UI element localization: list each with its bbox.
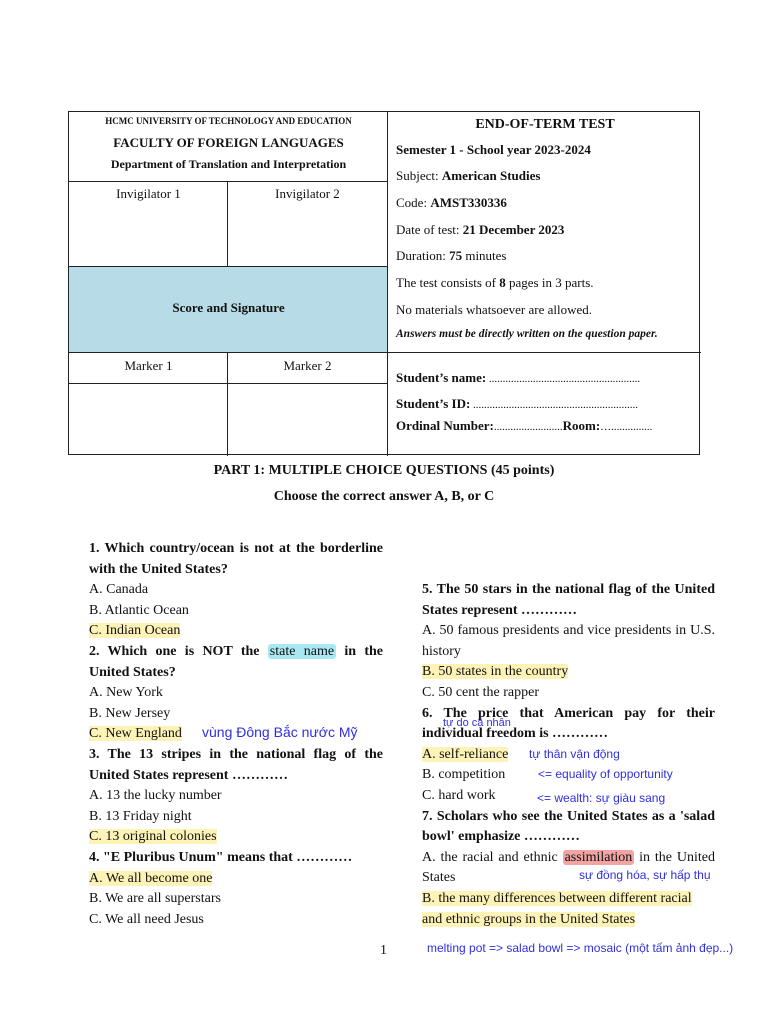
semester: Semester 1 - School year 2023-2024 — [396, 142, 591, 157]
q4-option-c[interactable]: C. We all need Jesus — [89, 911, 204, 927]
q2-option-b[interactable]: B. New Jersey — [89, 705, 171, 721]
part1-title: PART 1: MULTIPLE CHOICE QUESTIONS (45 points) — [213, 463, 555, 478]
question-7: 7. Scholars who see the United States as a 'salad bowl' emphasize ………… — [422, 808, 715, 845]
q5-option-c[interactable]: C. 50 cent the rapper — [422, 684, 540, 700]
note-salad-bowl: melting pot => salad bowl => mosaic (một tấm ảnh đẹp...) — [427, 941, 734, 955]
date-line: Date of test: 21 December 2023 — [396, 222, 565, 237]
q5-option-a[interactable]: A. 50 famous presidents and vice presidents in U.S. history — [422, 623, 715, 659]
note-competition: <= equality of opportunity — [538, 767, 673, 781]
note-hard-work: <= wealth: sự giàu sang — [537, 791, 666, 805]
q6-option-c[interactable]: C. hard work — [422, 787, 496, 803]
q4-option-a[interactable]: A. We all become one — [89, 870, 213, 886]
q5-option-b[interactable]: B. 50 states in the country — [422, 664, 569, 680]
q7-option-a[interactable]: A. the racial and ethnic assimilation in the United States — [422, 849, 715, 886]
note-self-reliance: tự thân vận động — [529, 747, 620, 761]
note-freedom: tự do cá nhân — [443, 717, 511, 729]
invigilator-1-label: Invigilator 1 — [116, 186, 181, 201]
duration-line: Duration: 75 minutes — [396, 248, 507, 263]
department-name: Department of Translation and Interpretation — [110, 157, 347, 171]
page-number: 1 — [380, 943, 387, 958]
university-name: HCMC UNIVERSITY OF TECHNOLOGY AND EDUCATION — [105, 116, 352, 126]
faculty-name: FACULTY OF FOREIGN LANGUAGES — [113, 135, 344, 150]
exam-header-table — [68, 111, 700, 455]
q2-option-a[interactable]: A. New York — [89, 685, 163, 701]
question-5: 5. The 50 stars in the national flag of the United States represent ………… — [422, 582, 715, 618]
q1-option-a[interactable]: A. Canada — [89, 582, 149, 598]
q6-option-a[interactable]: A. self-reliance — [422, 746, 509, 762]
q7-option-b[interactable]: B. the many differences between different racial and ethnic groups in the United States — [422, 890, 692, 927]
question-1: 1. Which country/ocean is not at the borderline with the United States? — [89, 541, 383, 577]
q2-option-c[interactable]: C. New England — [89, 726, 182, 742]
q1-option-c[interactable]: C. Indian Ocean — [89, 623, 181, 639]
subject-line: Subject: American Studies — [396, 168, 541, 183]
marker-1-label: Marker 1 — [124, 358, 173, 373]
marker-2-label: Marker 2 — [283, 358, 332, 373]
q1-option-b[interactable]: B. Atlantic Ocean — [89, 602, 189, 618]
question-3: 3. The 13 stripes in the national flag of the United States represent ………… — [89, 746, 383, 783]
q3-option-a[interactable]: A. 13 the lucky number — [89, 788, 222, 804]
code-line: Code: AMST330336 — [396, 195, 507, 210]
assimilation-highlight: assimilation — [564, 849, 633, 865]
question-2: 2. Which one is NOT the state name in the United States? — [89, 643, 383, 680]
test-title: END-OF-TERM TEST — [475, 117, 615, 132]
note-new-england: vùng Đông Bắc nước Mỹ — [202, 724, 358, 740]
q4-option-b[interactable]: B. We are all superstars — [89, 891, 221, 907]
ordinal-room-field[interactable]: Ordinal Number:.........................Room:…............... — [396, 418, 653, 433]
question-6: 6. The price that American pay for their individual freedom is ………… — [422, 705, 715, 742]
score-signature-label: Score and Signature — [172, 300, 285, 315]
state-name-highlight: state name — [269, 643, 335, 659]
answers-note: Answers must be directly written on the question paper. — [396, 328, 658, 340]
question-4: 4. "E Pluribus Unum" means that ………… — [89, 849, 353, 865]
student-id-field[interactable]: Student’s ID: ............................................................ — [396, 396, 639, 411]
note-assimilation: sự đồng hóa, sự hấp thụ — [579, 868, 711, 882]
q3-option-c[interactable]: C. 13 original colonies — [89, 829, 217, 845]
materials-line: No materials whatsoever are allowed. — [396, 302, 593, 317]
student-name-field[interactable]: Student’s name: ....................................................... — [396, 370, 641, 385]
q3-option-b[interactable]: B. 13 Friday night — [89, 808, 192, 824]
q6-option-b[interactable]: B. competition — [422, 767, 506, 783]
invigilator-2-label: Invigilator 2 — [275, 186, 340, 201]
part1-instruction: Choose the correct answer A, B, or C — [273, 489, 495, 504]
pages-line: The test consists of 8 pages in 3 parts. — [396, 275, 594, 290]
